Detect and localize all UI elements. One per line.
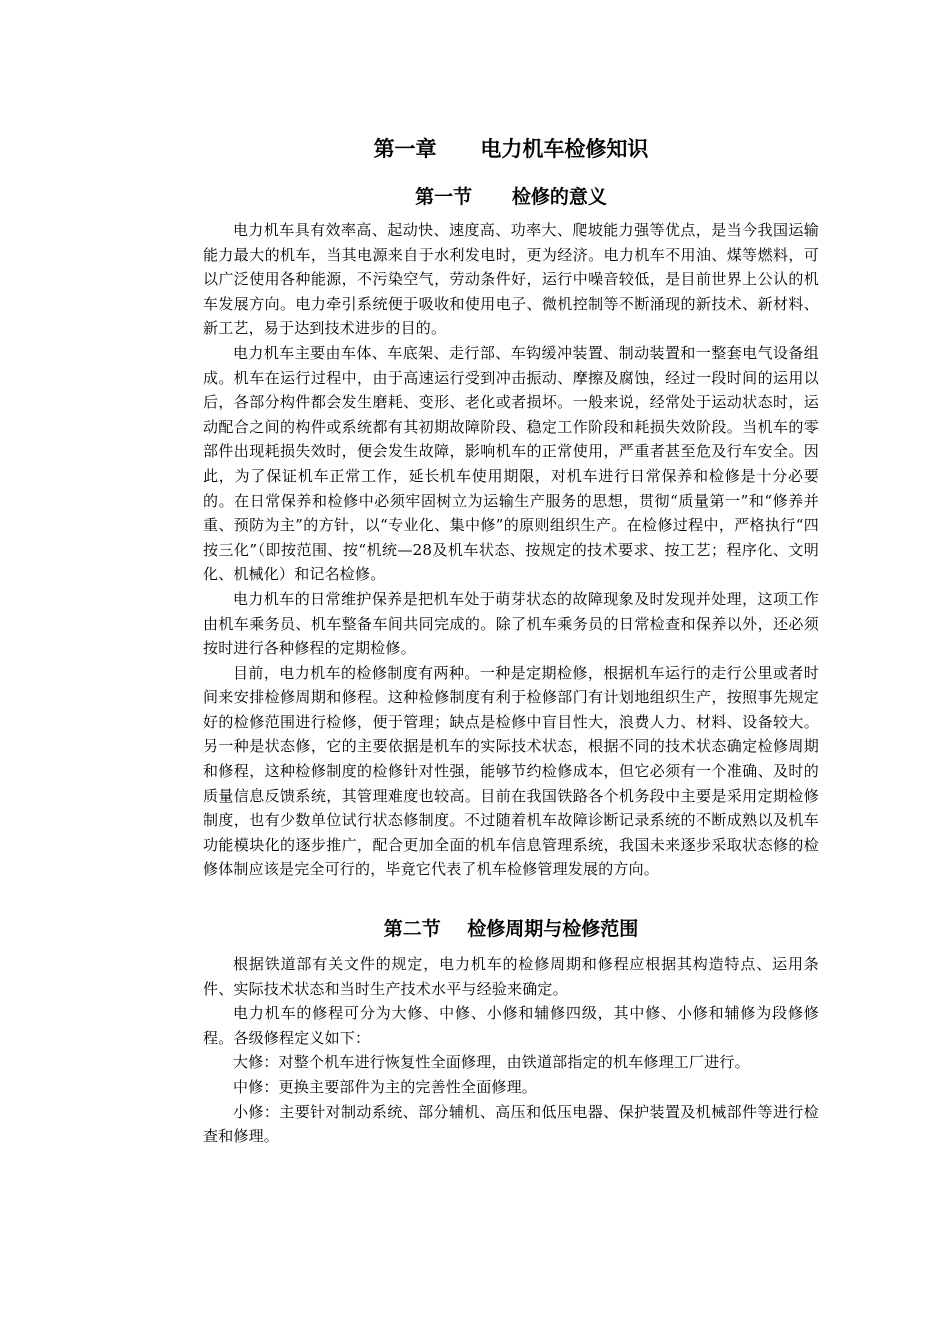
paragraph: 电力机车的修程可分为大修、中修、小修和辅修四级，其中修、小修和辅修为段修修程。各级修程定义如下：: [203, 1004, 819, 1047]
section-title-1: 第一节 检修的意义: [415, 186, 607, 208]
document-page: [203, 132, 819, 1149]
chapter-title: 第一章 电力机车检修知识: [373, 137, 649, 161]
paragraph: 中修：更换主要部件为主的完善性全面修理。: [233, 1078, 538, 1096]
paragraph: 电力机车主要由车体、车底架、走行部、车钩缓冲装置、制动装置和一整套电气设备组成。机车在运行过程中，由于高速运行受到冲击振动、摩擦及腐蚀，经过一段时间的运用以后，各部分构件都会发生磨耗、变形、老化或者损坏。一般来说，经常处于运动状态时，运动配合之间的构件或系统都有其初期故障阶段、稳定工作阶段和耗损失效阶段。当机车的零部件出现耗损失效时，便会发生故障，影响机车的正常使用，严重者甚至危及行车安全。因此，为了保证机车正常工作，延长机车使用期限，对机车进行日常保养和检修是十分必要的。在日常保养和检修中必须牢固树立为运输生产服务的思想，贯彻“质量第一”和“修养并重、预防为主”的方针，以“专业化、集中修”的原则组织生产。在检修过程中，严格执行“四按三化”（即按范围、按“机统—28及机车状态、按规定的技术要求、按工艺；程序化、文明化、机械化）和记名检修。: [203, 343, 819, 584]
section-title-2: 第二节 检修周期与检修范围: [383, 918, 639, 941]
paragraph: 小修：主要针对制动系统、部分辅机、高压和低压电器、保护装置及机械部件等进行检查和修理。: [203, 1102, 819, 1146]
paragraph: 电力机车具有效率高、起动快、速度高、功率大、爬坡能力强等优点，是当今我国运输能力最大的机车，当其电源来自于水利发电时，更为经济。电力机车不用油、煤等燃料，可以广泛使用各种能源，不污染空气，劳动条件好，运行中噪音较低，是目前世界上公认的机车发展方向。电力牵引系统便于吸收和使用电子、微机控制等不断涌现的新技术、新材料、新工艺，易于达到技术进步的目的。: [203, 221, 819, 338]
paragraph: 大修：对整个机车进行恢复性全面修理，由铁道部指定的机车修理工厂进行。: [233, 1053, 750, 1072]
paragraph: 目前，电力机车的检修制度有两种。一种是定期检修，根据机车运行的走行公里或者时间来安排检修周期和修程。这种检修制度有利于检修部门有计划地组织生产，按照事先规定好的检修范围进行检修，便于管理；缺点是检修中盲目性大，浪费人力、材料、设备较大。另一种是状态修，它的主要依据是机车的实际技术状态，根据不同的技术状态确定检修周期和修程，这种检修制度的检修针对性强，能够节约检修成本，但它必须有一个准确、及时的质量信息反馈系统，其管理难度也较高。目前在我国铁路各个机务段中主要是采用定期检修制度，也有少数单位试行状态修制度。不过随着机车故障诊断记录系统的不断成熟以及机车功能模块化的逐步推广，配合更加全面的机车信息管理系统，我国未来逐步采取状态修的检修体制应该是完全可行的，毕竟它代表了机车检修管理发展的方向。: [203, 663, 819, 879]
paragraph: 电力机车的日常维护保养是把机车处于萌芽状态的故障现象及时发现并处理，这项工作由机车乘务员、机车整备车间共同完成的。除了机车乘务员的日常检查和保养以外，还必须按时进行各种修程的定期检修。: [203, 589, 819, 658]
paragraph: 根据铁道部有关文件的规定，电力机车的检修周期和修程应根据其构造特点、运用条件、实际技术状态和当时生产技术水平与经验来确定。: [203, 955, 819, 998]
